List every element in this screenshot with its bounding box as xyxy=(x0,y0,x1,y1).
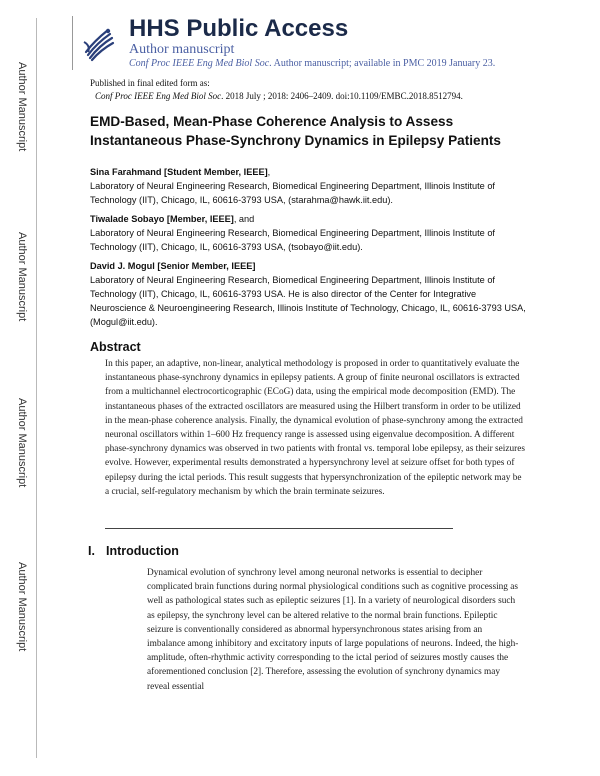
section-number: I. xyxy=(88,544,95,558)
abstract-text: In this paper, an adaptive, non-linear, analytical methodology is proposed in order to quantitatively evaluate the instantaneous phase-synchrony dynamics in epilepsy patients. A group of finite neuronal oscillators is extracted from a multichannel electrocorticographic (ECoG) data, using the empirical mode decomposition (EMD). The instantaneous phases of the extracted oscillators are measured using the Hilbert transform in order to be utilized in the mean-phase coherence analysis. Finally, the dynamical evolution of phase-synchrony among the extracted neuronal oscillators within 1–600 Hz frequency range is assessed using eigenvalue decomposition. A different phase-synchrony dynamics was observed in two patients with frontal vs. temporal lobe epilepsy, as their seizures evolve. However, experimental results demonstrated a hypersynchrony level at seizure offset for both types of epilepsy during the ictal periods. This result suggests that hypersynchronization of the epileptic network may be a crucial, self-regulatory mechanism by which the brain terminate seizures. xyxy=(105,359,525,497)
author-name: David J. Mogul [Senior Member, IEEE] xyxy=(90,261,256,271)
journal-name: Conf Proc IEEE Eng Med Biol Soc xyxy=(129,58,270,69)
author-entry xyxy=(90,165,530,207)
author-manuscript-label: Author Manuscript xyxy=(16,62,28,152)
availability-text: . Author manuscript; available in PMC 2019 January 23. xyxy=(269,58,496,69)
abstract-divider xyxy=(105,528,453,529)
hhs-public-access-title: HHS Public Access xyxy=(129,15,349,42)
author-manuscript-label: Author Manuscript xyxy=(16,562,28,652)
author-name: Sina Farahmand [Student Member, IEEE] xyxy=(90,167,268,177)
paper-title: EMD-Based, Mean-Phase Coherence Analysis to Assess Instantaneous Phase-Synchrony Dynamics in Epilepsy Patients xyxy=(90,114,501,148)
author-manuscript-label: Author Manuscript xyxy=(16,398,28,488)
author-affiliation: Laboratory of Neural Engineering Research, Biomedical Engineering Department, Illinois Institute of Technology (IIT), Chicago, IL, 60616-3793 USA, (starahma@hawk.iit.edu). xyxy=(90,181,495,205)
citation-line xyxy=(90,90,463,103)
header-divider xyxy=(72,16,73,70)
citation-journal: Conf Proc IEEE Eng Med Biol Soc xyxy=(95,91,222,101)
author-manuscript-label: Author Manuscript xyxy=(16,232,28,322)
author-entry xyxy=(90,212,530,254)
author-affiliation: Laboratory of Neural Engineering Research, Biomedical Engineering Department, Illinois Institute of Technology (IIT), Chicago, IL, 60616-3793 USA. He is also director of the Center for Integrative Neuroscience & Neuroengineering Research, Illinois Institute of Technology, Chicago, IL, 60616-3793 USA, (Mogul@iit.edu). xyxy=(90,275,526,327)
citation-details: . 2018 July ; 2018: 2406–2409. doi:10.1109/EMBC.2018.8512794. xyxy=(221,91,463,101)
introduction-heading xyxy=(88,544,179,558)
author-list xyxy=(90,165,530,329)
introduction-text: Dynamical evolution of synchrony level among neuronal networks is essential to decipher complicated brain functions during normal physiological conditions such as cognitive processing as well as pathological states such as epileptic seizures [1]. In a variety of neurological disorders such as epilepsy, the synchrony level can be altered relative to the normal brain functions. Epileptic seizure is conventionally considered as abnormal hypersynchronous states arising from an imbalance among inhibitory and excitatory inputs of large populations of neurons. Indeed, the high-amplitude, often-rhythmic activity corresponding to the ictal period of seizures mostly causes the aforementioned conclusion [2]. Therefore, assessing the evolution of synchrony dynamics may reveal essential xyxy=(147,568,519,692)
hhs-eagle-icon xyxy=(78,22,120,64)
published-label: Published in final edited form as: xyxy=(90,78,210,88)
author-entry xyxy=(90,259,530,329)
author-name: Tiwalade Sobayo [Member, IEEE] xyxy=(90,214,234,224)
author-suffix: , and xyxy=(233,214,255,224)
author-suffix: , xyxy=(267,167,271,177)
abstract-heading: Abstract xyxy=(90,340,141,354)
availability-line xyxy=(129,58,495,69)
margin-divider xyxy=(36,18,37,758)
author-manuscript-subtitle: Author manuscript xyxy=(129,42,235,57)
author-affiliation: Laboratory of Neural Engineering Research, Biomedical Engineering Department, Illinois Institute of Technology (IIT), Chicago, IL, 60616-3793 USA, (tsobayo@iit.edu). xyxy=(90,228,495,252)
publication-info xyxy=(90,77,463,103)
section-title: Introduction xyxy=(106,544,179,558)
